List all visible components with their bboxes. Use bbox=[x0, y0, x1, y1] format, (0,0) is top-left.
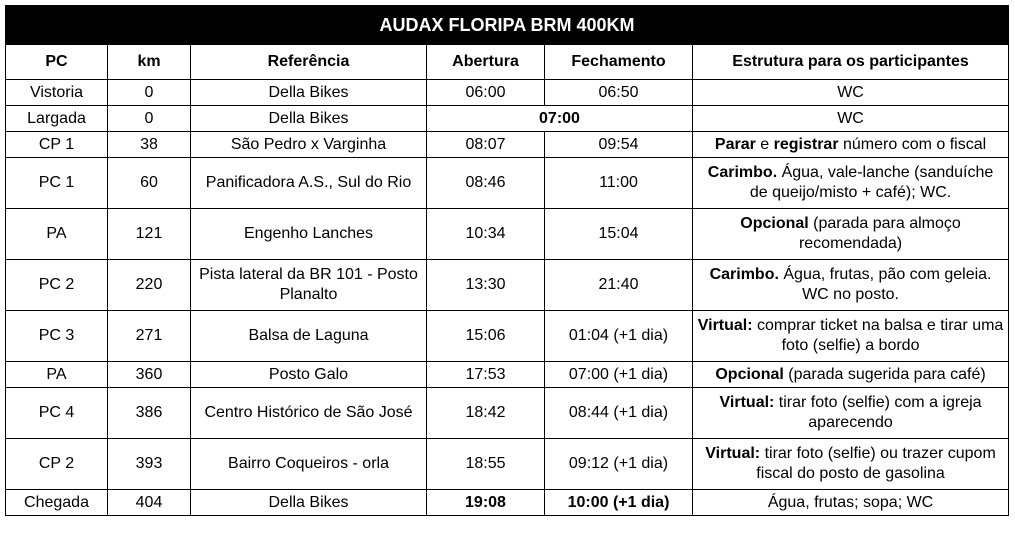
cell-reference: Posto Galo bbox=[191, 362, 427, 388]
cell-opening: 18:55 bbox=[427, 439, 545, 490]
cell-closing: 01:04 (+1 dia) bbox=[545, 311, 693, 362]
cell-km: 60 bbox=[108, 158, 191, 209]
cell-reference: Bairro Coqueiros - orla bbox=[191, 439, 427, 490]
cell-closing: 10:00 (+1 dia) bbox=[545, 490, 693, 516]
cell-opening: 15:06 bbox=[427, 311, 545, 362]
cell-pc: PC 3 bbox=[6, 311, 108, 362]
structure-text: tirar foto (selfie) com a igreja aparecendo bbox=[774, 394, 982, 431]
cell-start-time: 07:00 bbox=[427, 106, 693, 132]
cell-km: 121 bbox=[108, 209, 191, 260]
table-title: AUDAX FLORIPA BRM 400KM bbox=[6, 6, 1009, 45]
structure-bold: Carimbo. bbox=[707, 164, 778, 181]
cell-structure bbox=[693, 106, 1009, 132]
cell-closing: 15:04 bbox=[545, 209, 693, 260]
header-km: km bbox=[108, 45, 191, 80]
cell-km: 0 bbox=[108, 80, 191, 106]
cell-closing: 06:50 bbox=[545, 80, 693, 106]
structure-text: Água, frutas, pão com geleia. WC no posto. bbox=[778, 266, 992, 303]
cell-km: 0 bbox=[108, 106, 191, 132]
header-reference: Referência bbox=[191, 45, 427, 80]
structure-text: (parada sugerida para café) bbox=[783, 365, 986, 383]
cell-reference: Della Bikes bbox=[191, 490, 427, 516]
table-row bbox=[6, 490, 1009, 516]
table-row bbox=[6, 260, 1009, 311]
header-pc: PC bbox=[6, 45, 108, 80]
cell-reference: Della Bikes bbox=[191, 80, 427, 106]
structure-text: tirar foto (selfie) ou trazer cupom fiscal do posto de gasolina bbox=[756, 445, 996, 482]
cell-closing: 09:12 (+1 dia) bbox=[545, 439, 693, 490]
structure-bold: registrar bbox=[773, 135, 839, 153]
cell-structure bbox=[693, 132, 1009, 158]
table-row bbox=[6, 158, 1009, 209]
cell-km: 393 bbox=[108, 439, 191, 490]
cell-pc: CP 2 bbox=[6, 439, 108, 490]
cell-structure bbox=[693, 260, 1009, 311]
cell-opening: 10:34 bbox=[427, 209, 545, 260]
cell-closing: 09:54 bbox=[545, 132, 693, 158]
cell-opening: 08:46 bbox=[427, 158, 545, 209]
cell-structure bbox=[693, 362, 1009, 388]
cell-structure bbox=[693, 311, 1009, 362]
header-structure: Estrutura para os participantes bbox=[693, 45, 1009, 80]
structure-text: (parada para almoço recomendada) bbox=[798, 215, 961, 252]
structure-text: WC bbox=[837, 109, 864, 127]
cell-structure bbox=[693, 439, 1009, 490]
cell-km: 404 bbox=[108, 490, 191, 516]
cell-reference: Della Bikes bbox=[191, 106, 427, 132]
cell-reference: São Pedro x Varginha bbox=[191, 132, 427, 158]
cell-pc: PC 1 bbox=[6, 158, 108, 209]
cell-opening: 18:42 bbox=[427, 388, 545, 439]
structure-text: e bbox=[755, 135, 774, 153]
cell-structure bbox=[693, 490, 1009, 516]
cell-km: 360 bbox=[108, 362, 191, 388]
cell-opening: 06:00 bbox=[427, 80, 545, 106]
cell-km: 38 bbox=[108, 132, 191, 158]
cell-reference: Engenho Lanches bbox=[191, 209, 427, 260]
table-row bbox=[6, 311, 1009, 362]
cell-opening: 08:07 bbox=[427, 132, 545, 158]
cell-pc: CP 1 bbox=[6, 132, 108, 158]
structure-text: número com o fiscal bbox=[838, 135, 987, 153]
structure-bold: Virtual: bbox=[697, 317, 753, 334]
cell-reference: Panificadora A.S., Sul do Rio bbox=[191, 158, 427, 209]
cell-structure bbox=[693, 209, 1009, 260]
cell-pc: PA bbox=[6, 362, 108, 388]
cell-pc: PA bbox=[6, 209, 108, 260]
cell-closing: 11:00 bbox=[545, 158, 693, 209]
cell-reference: Balsa de Laguna bbox=[191, 311, 427, 362]
cell-reference: Pista lateral da BR 101 - Posto Planalto bbox=[191, 260, 427, 311]
cell-closing: 21:40 bbox=[545, 260, 693, 311]
schedule-table-wrapper bbox=[5, 5, 1008, 516]
table-row bbox=[6, 80, 1009, 106]
structure-bold: Opcional bbox=[740, 215, 809, 232]
structure-bold: Virtual: bbox=[705, 445, 761, 462]
header-closing: Fechamento bbox=[545, 45, 693, 80]
cell-structure bbox=[693, 80, 1009, 106]
cell-structure bbox=[693, 388, 1009, 439]
cell-km: 386 bbox=[108, 388, 191, 439]
cell-closing: 08:44 (+1 dia) bbox=[545, 388, 693, 439]
schedule-table bbox=[5, 5, 1009, 516]
structure-text: comprar ticket na balsa e tirar uma foto (selfie) a bordo bbox=[752, 317, 1004, 354]
cell-structure bbox=[693, 158, 1009, 209]
cell-km: 220 bbox=[108, 260, 191, 311]
cell-closing: 07:00 (+1 dia) bbox=[545, 362, 693, 388]
cell-km: 271 bbox=[108, 311, 191, 362]
structure-text: Água, frutas; sopa; WC bbox=[767, 493, 934, 511]
structure-text: WC bbox=[837, 83, 864, 101]
cell-pc: Largada bbox=[6, 106, 108, 132]
table-row bbox=[6, 106, 1009, 132]
cell-pc: Chegada bbox=[6, 490, 108, 516]
header-row bbox=[6, 45, 1009, 80]
cell-opening: 17:53 bbox=[427, 362, 545, 388]
table-row bbox=[6, 388, 1009, 439]
table-row bbox=[6, 209, 1009, 260]
structure-bold: Carimbo. bbox=[709, 266, 779, 283]
structure-bold: Virtual: bbox=[719, 394, 775, 411]
structure-bold: Opcional bbox=[715, 365, 784, 383]
cell-pc: Vistoria bbox=[6, 80, 108, 106]
cell-reference: Centro Histórico de São José bbox=[191, 388, 427, 439]
cell-pc: PC 2 bbox=[6, 260, 108, 311]
table-row bbox=[6, 132, 1009, 158]
cell-opening: 13:30 bbox=[427, 260, 545, 311]
table-row bbox=[6, 439, 1009, 490]
cell-pc: PC 4 bbox=[6, 388, 108, 439]
table-row bbox=[6, 362, 1009, 388]
header-opening: Abertura bbox=[427, 45, 545, 80]
cell-opening: 19:08 bbox=[427, 490, 545, 516]
structure-bold: Parar bbox=[714, 135, 756, 153]
structure-text: Água, vale-lanche (sanduíche de queijo/misto + café); WC. bbox=[749, 164, 994, 201]
